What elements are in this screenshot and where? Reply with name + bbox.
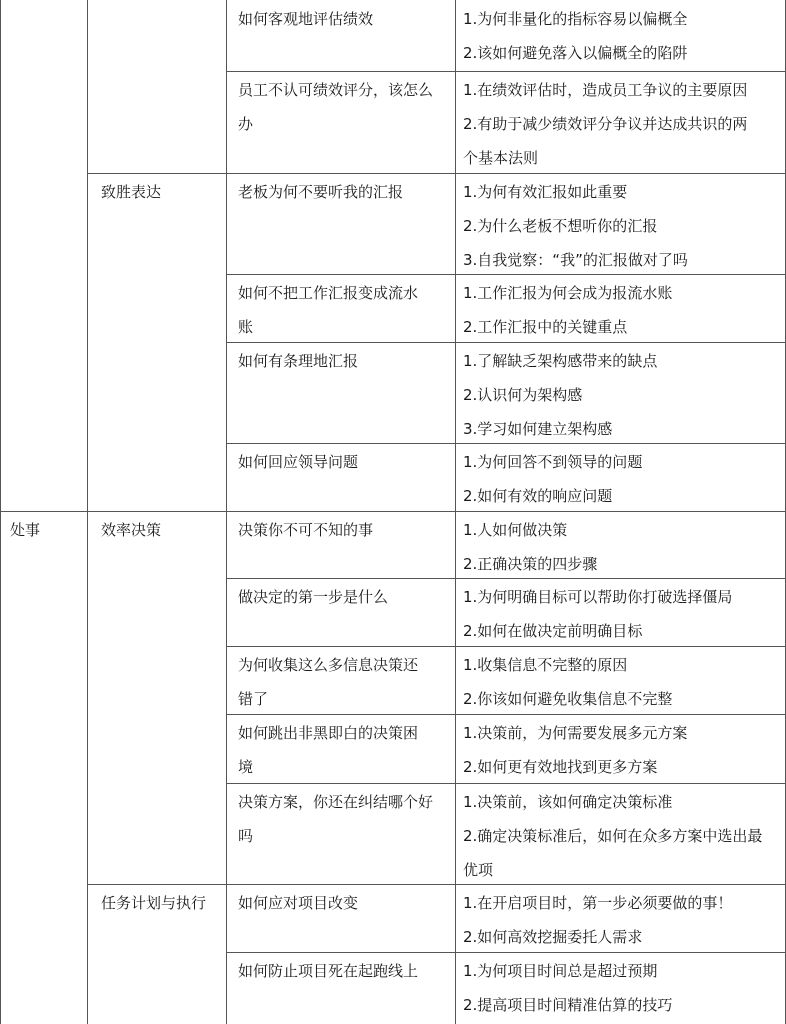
point-line: 2.提高项目时间精准估算的技巧 [463,995,673,1014]
point-line: 1.决策前，为何需要发展多元方案 [463,724,688,742]
topic-line: 账 [238,317,254,336]
topic-line: 决策方案，你还在纠结哪个好 [238,793,434,811]
topic-line: 吗 [238,826,254,845]
module-divider [87,511,226,512]
topic-cell [238,514,450,548]
points-cell [463,717,781,785]
column-divider [455,0,456,1024]
topic-cell [238,717,450,785]
point-line: 1.为何非量化的指标容易以偏概全 [463,10,688,28]
point-line: 1.收集信息不完整的原因 [463,656,628,674]
topic-cell [238,446,450,480]
topic-line: 决策你不可不知的事 [238,521,374,539]
point-line: 1.为何明确目标可以帮助你打破选择僵局 [463,588,733,606]
topic-cell [238,74,450,142]
topic-cell [238,277,450,345]
point-line: 2.如何更有效地找到更多方案 [463,757,658,776]
topic-cell [238,581,450,615]
point-line: 2.为什么老板不想听你的汇报 [463,216,658,235]
topic-line: 境 [238,757,254,776]
topic-line: 如何跳出非黑即白的决策困 [238,724,419,742]
topic-line: 错了 [238,689,269,708]
module-cell: 效率决策 [101,521,162,539]
points-cell [463,176,781,277]
point-line: 1.了解缺乏架构感带来的缺点 [463,352,658,370]
topic-cell [238,345,450,379]
topic-line: 如何防止项目死在起跑线上 [238,962,419,980]
points-cell [463,786,781,887]
topic-line: 如何有条理地汇报 [238,352,359,370]
column-divider [226,0,227,1024]
module-divider [87,884,226,885]
topic-line: 如何回应领导问题 [238,453,359,471]
points-cell [463,887,781,955]
point-line: 3.学习如何建立架构感 [463,419,613,438]
column-divider [87,0,88,1024]
point-line: 1.在绩效评估时，造成员工争议的主要原因 [463,81,748,99]
point-line: 2.你该如何避免收集信息不完整 [463,689,673,708]
point-line: 优项 [463,860,494,879]
module-cell: 任务计划与执行 [101,894,207,912]
module-cell: 致胜表达 [101,183,162,201]
points-cell [463,3,781,71]
row-divider [226,71,786,72]
topic-cell [238,3,450,37]
point-line: 2.认识何为架构感 [463,385,583,404]
column-divider [0,0,1,1024]
point-line: 1.为何项目时间总是超过预期 [463,962,658,980]
points-cell [463,955,781,1023]
points-cell [463,74,781,175]
point-line: 1.为何有效汇报如此重要 [463,183,628,201]
category-divider [0,511,87,512]
topic-cell [238,786,450,854]
point-line: 2.有助于减少绩效评分争议并达成共识的两 [463,114,748,133]
topic-line: 如何客观地评估绩效 [238,10,374,28]
point-line: 1.工作汇报为何会成为报流水账 [463,284,673,302]
topic-cell [238,176,450,210]
point-line: 2.该如何避免落入以偏概全的陷阱 [463,43,688,62]
topic-cell [238,649,450,717]
points-cell [463,581,781,649]
topic-cell [238,887,450,921]
category-cell: 处事 [10,521,41,539]
topic-line: 如何应对项目改变 [238,894,359,912]
topic-cell [238,955,450,989]
point-line: 1.决策前，该如何确定决策标准 [463,793,673,811]
points-cell [463,446,781,514]
points-cell [463,345,781,446]
point-line: 2.如何在做决定前明确目标 [463,621,643,640]
point-line: 1.为何回答不到领导的问题 [463,453,643,471]
point-line: 2.工作汇报中的关键重点 [463,317,628,336]
point-line: 2.如何有效的响应问题 [463,486,613,505]
point-line: 2.确定决策标准后，如何在众多方案中选出最 [463,826,763,845]
topic-line: 办 [238,114,254,133]
topic-line: 如何不把工作汇报变成流水 [238,284,419,302]
module-divider [87,173,226,174]
topic-line: 老板为何不要听我的汇报 [238,183,404,201]
points-cell [463,277,781,345]
point-line: 1.人如何做决策 [463,521,568,539]
topic-line: 员工不认可绩效评分，该怎么 [238,81,434,99]
points-cell [463,649,781,717]
point-line: 个基本法则 [463,148,539,167]
topic-line: 做决定的第一步是什么 [238,588,389,606]
points-cell [463,514,781,582]
point-line: 1.在开启项目时，第一步必须要做的事！ [463,894,733,912]
point-line: 2.正确决策的四步骤 [463,554,598,573]
point-line: 2.如何高效挖掘委托人需求 [463,927,643,946]
topic-line: 为何收集这么多信息决策还 [238,656,419,674]
point-line: 3.自我觉察：“我”的汇报做对了吗 [463,250,688,269]
